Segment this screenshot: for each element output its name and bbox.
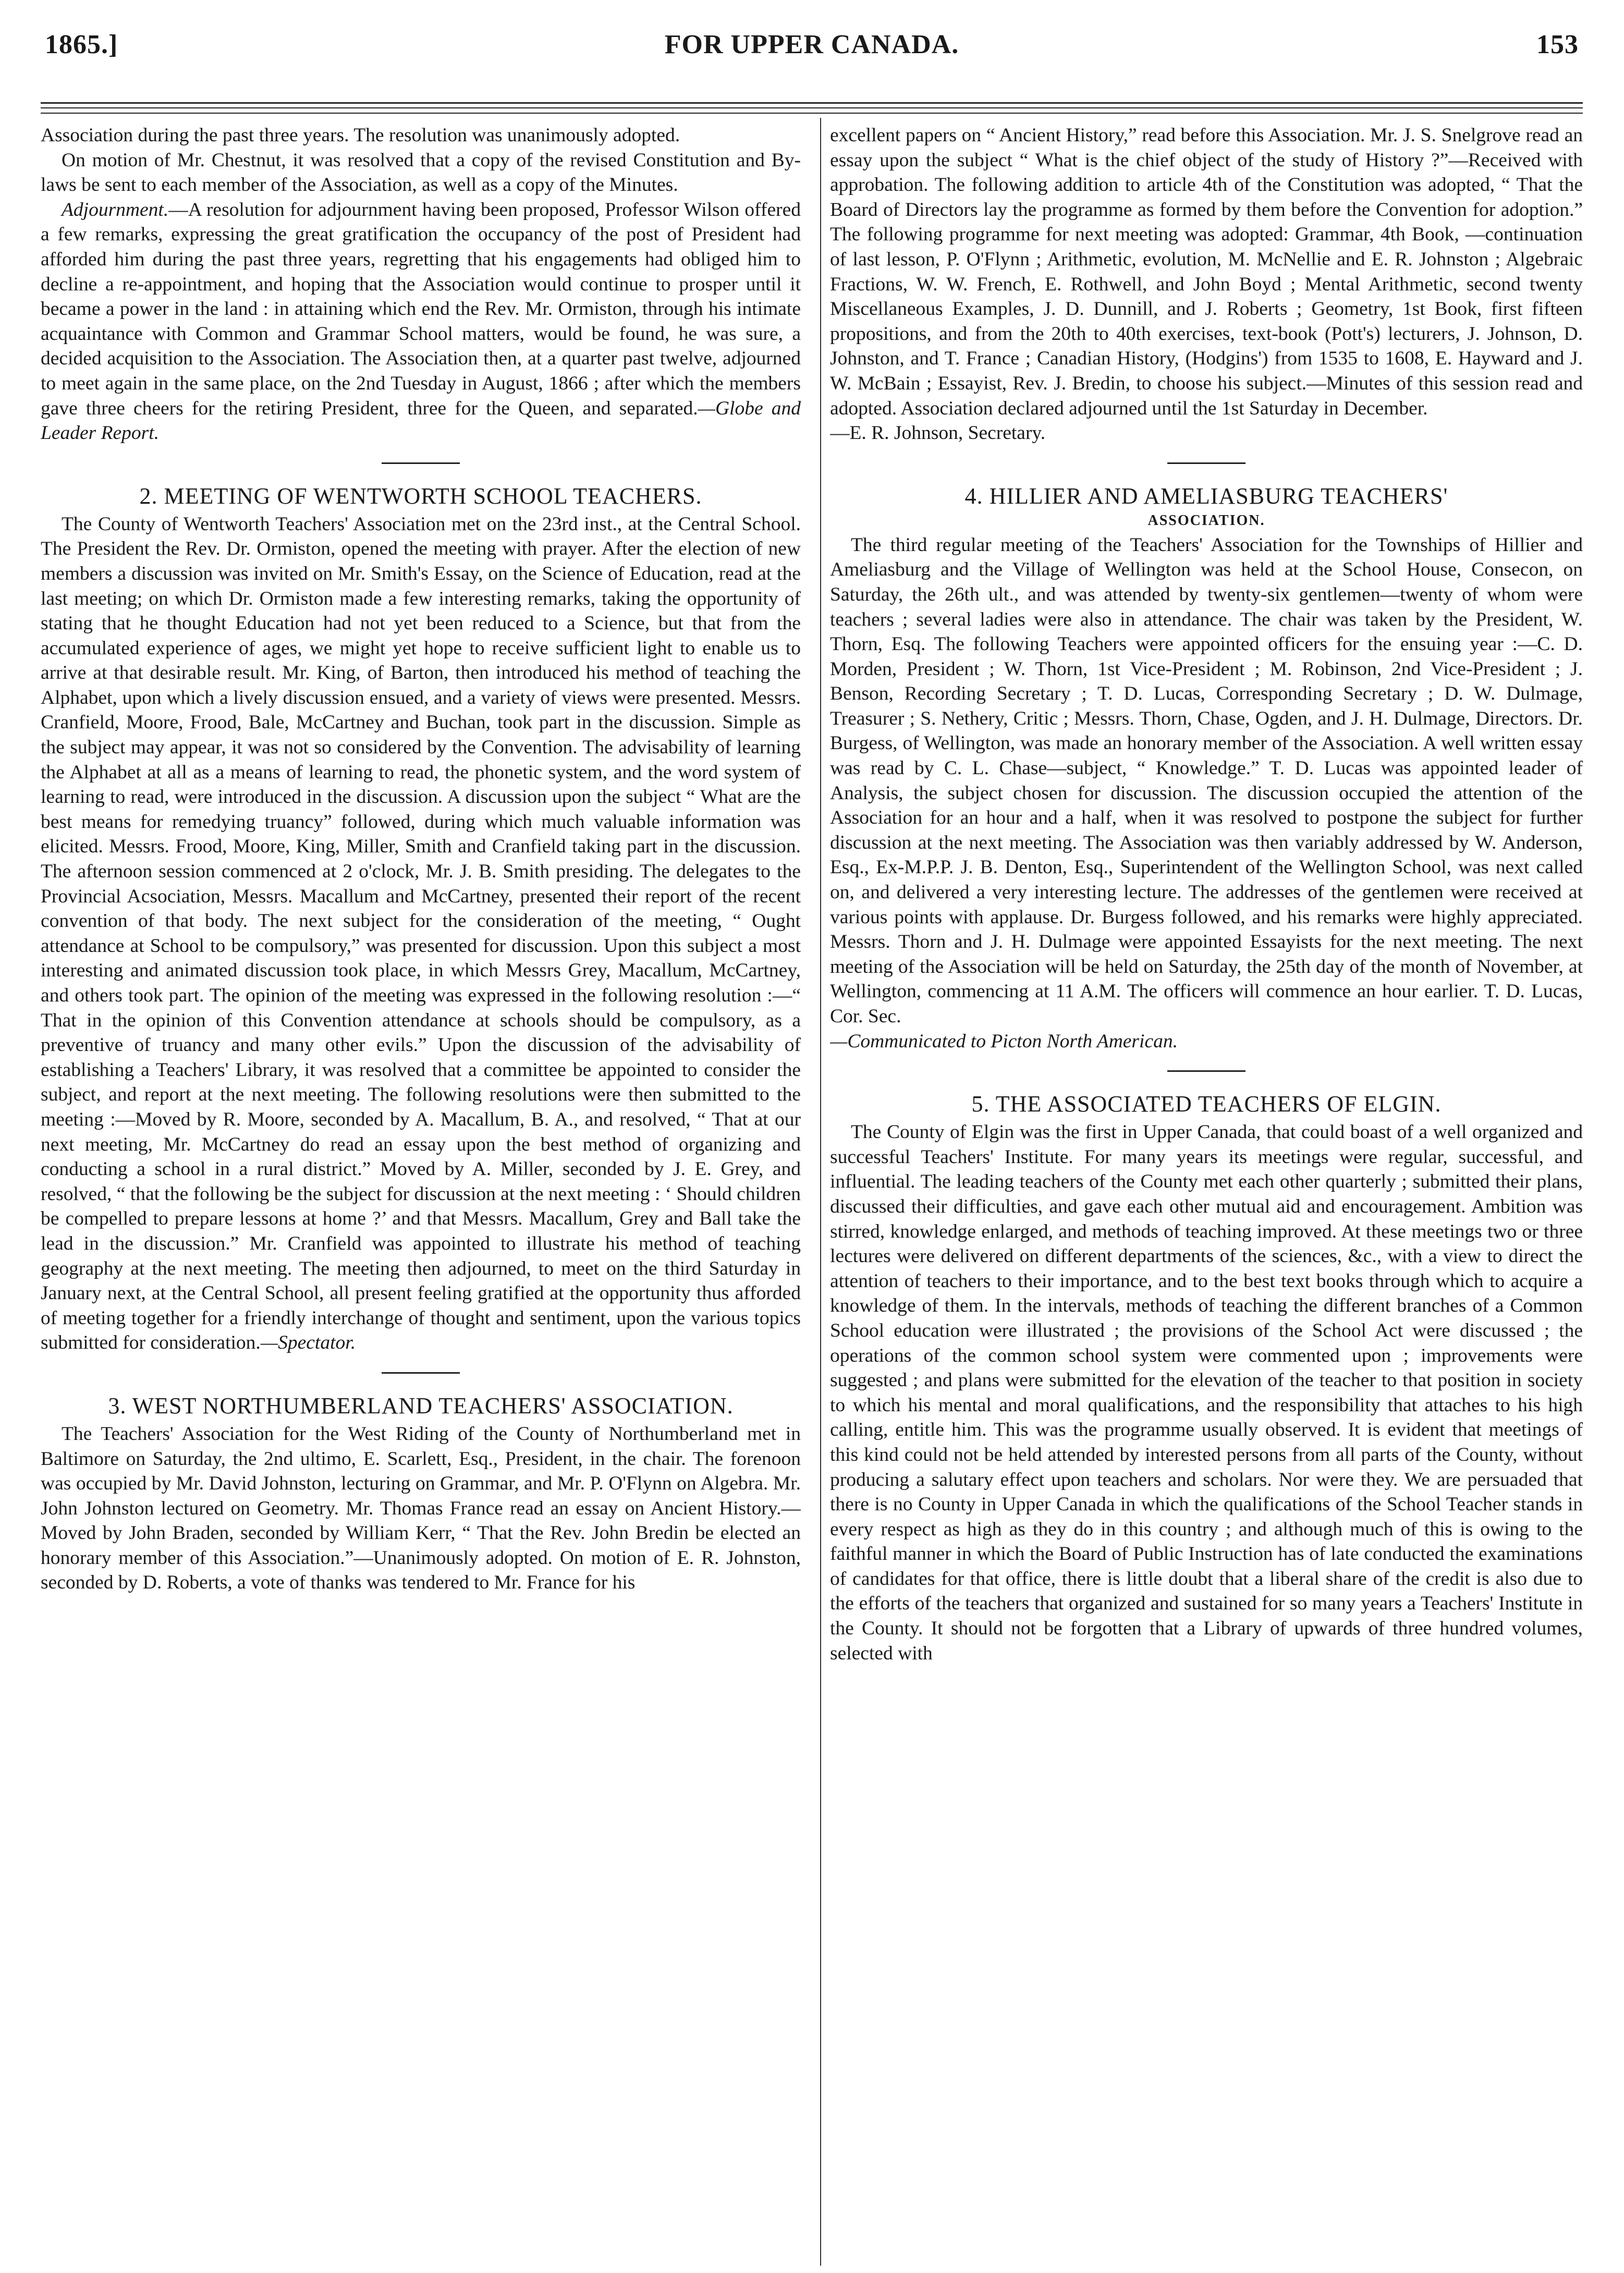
section-heading: 3. WEST NORTHUMBERLAND TEACHERS' ASSOCIATION.	[108, 1392, 734, 1419]
source-credit: —Globe and Leader Report.	[41, 397, 801, 444]
section-divider	[382, 462, 460, 464]
left-column	[41, 123, 801, 2260]
header-year: 1865.]	[45, 30, 118, 59]
header-rule	[41, 107, 1583, 108]
section-divider	[1167, 1070, 1246, 1072]
paragraph: The third regular meeting of the Teachers' Association for the Townships of Hillier and Ameliasburg and the Village of Wellington was held at the School House, Consecon, on Saturday, the 26th ult., and was attended by twenty-six gentlemen—twenty of whom were teachers ; several ladies were also in attendance. The chair was taken by the President, W. Thorn, Esq. The following Teachers were appointed officers for the ensuing year :—C. D. Morden, President ; W. Thorn, 1st Vice-President ; M. Robinson, 2nd Vice-President ; J. Benson, Recording Secretary ; T. D. Lucas, Corresponding Secretary ; D. W. Dulmage, Treasurer ; S. Nethery, Critic ; Messrs. Thorn, Chase, Ogden, and J. H. Dulmage, Directors. Dr. Burgess, of Wellington, was made an honorary member of the Association. A well written essay was read by C. L. Chase—subject, “ Knowledge.” T. D. Lucas was appointed leader of Analysis, the subject chosen for discussion. The discussion occupied the attention of the Association for an hour and a half, when it was resolved to postpone the subject for further discussion at the next meeting. The Association was then variably addressed by W. Anderson, Esq., Ex-M.P.P. J. B. Denton, Esq., Superintendent of the Wellington School, was next called on, and delivered a very interesting lecture. The addresses of the gentlemen were received at various points with applause. Dr. Burgess followed, and his remarks were highly appreciated. Messrs. Thorn and J. H. Dulmage were appointed Essayists for the next meeting. The next meeting of the Association will be held on Saturday, the 25th day of the month of November, at Wellington, commencing at 11 A.M. The officers will commence an hour earlier. T. D. Lucas, Cor. Sec.	[830, 534, 1583, 1027]
section-divider	[382, 1372, 460, 1374]
source-credit: —Communicated to Picton North American.	[830, 1030, 1178, 1052]
section-paragraph	[41, 512, 801, 1355]
page-number: 153	[1536, 30, 1579, 59]
running-header	[41, 29, 1583, 81]
paragraph-text: —A resolution for adjournment having been proposed, Professor Wilson offered a few remarks, expressing the great gratification the occupancy of the post of President had afforded him during the past three years, regretting that his engagements had obliged him to decline a re-appointment, and hoping that the Association would continue to prosper until it became a power in the land : in attaining which end the Rev. Mr. Ormiston, through his intimate acquaintance with Common and Grammar School matters, would be found, he was sure, a decided acquisition to the Association. The Association then, at a quarter past twelve, adjourned to meet again in the same place, on the 2nd Tuesday in August, 1866 ; after which the members gave three cheers for the retiring President, three for the Queen, and separated.	[41, 199, 801, 419]
header-title: FOR UPPER CANADA.	[664, 30, 959, 59]
paragraph: The Teachers' Association for the West Riding of the County of Northumberland met in Baltimore on Saturday, the 2nd ultimo, E. Scarlett, Esq., President, in the chair. The forenoon was occupied by Mr. David Johnston, lecturing on Grammar, and Mr. P. O'Flynn on Algebra. Mr. John Johnston lectured on Geometry. Mr. Thomas France read an essay on Ancient History.—Moved by John Braden, seconded by William Kerr, “ That the Rev. John Bredin be elected an honorary member of this Association.”—Unanimously adopted. On motion of E. R. Johnston, seconded by D. Roberts, a vote of thanks was tendered to Mr. France for his	[41, 1423, 801, 1594]
source-credit: —Spectator.	[260, 1332, 356, 1354]
section-subheading: ASSOCIATION.	[1147, 512, 1265, 529]
signature: —E. R. Johnson, Secretary.	[830, 422, 1046, 444]
section-heading: 4. HILLIER AND AMELIASBURG TEACHERS'	[964, 483, 1448, 509]
section-heading: 5. THE ASSOCIATED TEACHERS OF ELGIN.	[971, 1091, 1442, 1117]
section-divider	[1167, 462, 1246, 464]
header-rule	[41, 102, 1583, 104]
paragraph: On motion of Mr. Chestnut, it was resolved that a copy of the revised Constitution and By-laws be sent to each member of the Association, as well as a copy of the Minutes.	[41, 149, 801, 196]
section-heading: 2. MEETING OF WENTWORTH SCHOOL TEACHERS.	[139, 483, 702, 509]
paragraph: Association during the past three years. The resolution was unanimously adopted.	[41, 125, 680, 146]
paragraph: The County of Elgin was the first in Upper Canada, that could boast of a well organized and successful Teachers' Institute. For many years its meetings were regular, successful, and influential. The leading teachers of the County met each other quarterly ; submitted their plans, discussed their difficulties, and gave each other mutual aid and encouragement. Ambition was stirred, knowledge enlarged, and methods of teaching improved. At these meetings two or three lectures were delivered on different departments of the sciences, &c., with a view to direct the attention of teachers to their importance, and to the best text books through which to acquire a knowledge of them. In the intervals, methods of teaching the different branches of a Common School education were illustrated ; the provisions of the School Act were discussed ; the operations of the common school system were commented upon ; improvements were suggested ; and plans were submitted for the elevation of the teacher to that position in society to which his mental and moral qualifications, and the responsibility that attaches to his high calling, entitle him. This was the programme usually observed. It is evident that meetings of this kind could not be held attended by interested persons from all parts of the County, without producing a salutary effect upon teachers and scholars. Nor were they. We are persuaded that there is no County in Upper Canada in which the qualifications of the School Teacher stands in every respect as high as they do in this country ; and although much of this is owing to the faithful manner in which the Board of Public Instruction has of late conducted the examinations of candidates for that office, there is little doubt that a liberal share of the credit is also due to the efforts of the teachers that organized and sustained for so many years a Teachers' Institute in the County. It should not be forgotten that a Library of upwards of three hundred volumes, selected with	[830, 1121, 1583, 1664]
header-rule	[41, 113, 1583, 114]
paragraph-text: The County of Wentworth Teachers' Association met on the 23rd inst., at the Central School. The President the Rev. Dr. Ormiston, opened the meeting with prayer. After the election of new members a discussion was invited on Mr. Smith's Essay, on the Science of Education, read at the last meeting; on which Dr. Ormiston made a few interesting remarks, taking the opportunity of stating that he thought Education had not yet been reduced to a Science, but that from the accumulated experience of ages, we might yet hope to receive sufficient light to enable us to arrive at that desirable result. Mr. King, of Barton, then introduced his method of teaching the Alphabet, upon which a lively discussion ensued, and a variety of views were presented. Messrs. Cranfield, Moore, Frood, Bale, McCartney and Buchan, took part in the discussion. Simple as the subject may appear, it was not so considered by the Convention. The advisability of learning the Alphabet at all as a means of learning to read, the phonetic system, and the word system of learning to read, were introduced in the discussion. A discussion upon the subject “ What are the best means for remedying truancy” followed, during which much valuable information was elicited. Messrs. Frood, Moore, King, Miller, Smith and Cranfield taking part in the discussion. The afternoon session commenced at 2 o'clock, Mr. J. B. Smith presiding. The delegates to the Provincial Acsociation, Messrs. Macallum and McCartney, presented their report of the recent convention of that body. The next subject for the consideration of the meeting, “ Ought attendance at School to be compulsory,” was presented for discussion. Upon this subject a most interesting and animated discussion took place, in which Messrs Grey, Macallum, McCartney, and others took part. The opinion of the meeting was expressed in the following resolution :—“ That in the opinion of this Convention attendance at schools should be compulsory, as a preventive of truancy and many other evils.” Upon the discussion of the advisability of establishing a Teachers' Library, it was resolved that a committee be appointed to consider the subject, and report at the next meeting. The following resolutions were then submitted to the meeting :—Moved by R. Moore, seconded by A. Macallum, B. A., and resolved, “ That at our next meeting, Mr. McCartney do read an essay upon the best method of organizing and conducting a school in a rural district.” Moved by A. Miller, seconded by J. E. Grey, and resolved, “ that the following be the subject for discussion at the next meeting : ‘ Should children be compelled to prepare lessons at home ?’ and that Messrs. Macallum, Grey and Ball take the lead in the discussion.” Mr. Cranfield was appointed to illustrate his method of teaching geography at the next meeting. The meeting then adjourned, to meet on the third Saturday in January next, at the Central School, all present feeling gratified at the opportunity thus afforded of meeting together for a friendly interchange of thought and sentiment, upon the various topics submitted for consideration.	[41, 513, 801, 1354]
adjournment-paragraph	[41, 198, 801, 446]
right-column	[830, 123, 1583, 2260]
source-credit-line	[830, 1029, 1583, 1054]
run-in-heading: Adjournment.	[62, 199, 169, 221]
column-separator	[820, 118, 821, 2266]
paragraph: excellent papers on “ Ancient History,” read before this Association. Mr. J. S. Snelgrove read an essay upon the subject “ What is the chief object of the study of History ?”—Received with approbation. The following addition to article 4th of the Constitution was adopted, “ That the Board of Directors lay the programme as formed by them before the Convention for adoption.” The following programme for next meeting was adopted: Grammar, 4th Book, —continuation of last lesson, P. O'Flynn ; Arithmetic, evolution, M. McNellie and E. R. Johnston ; Algebraic Fractions, W. W. French, E. Rothwell, and John Boyd ; Mental Arithmetic, second twenty Miscellaneous Examples, J. D. Dunnill, and J. Roberts ; Geometry, 1st Book, first fifteen propositions, and from the 20th to 40th exercises, text-book (Pott's) lecturers, J. Johnson, D. Johnston, and T. France ; Canadian History, (Hodgins') from 1535 to 1608, E. Hayward and J. W. McBain ; Essayist, Rev. J. Bredin, to choose his subject.—Minutes of this session read and adopted. Association declared adjourned until the 1st Saturday in December.	[830, 125, 1583, 419]
